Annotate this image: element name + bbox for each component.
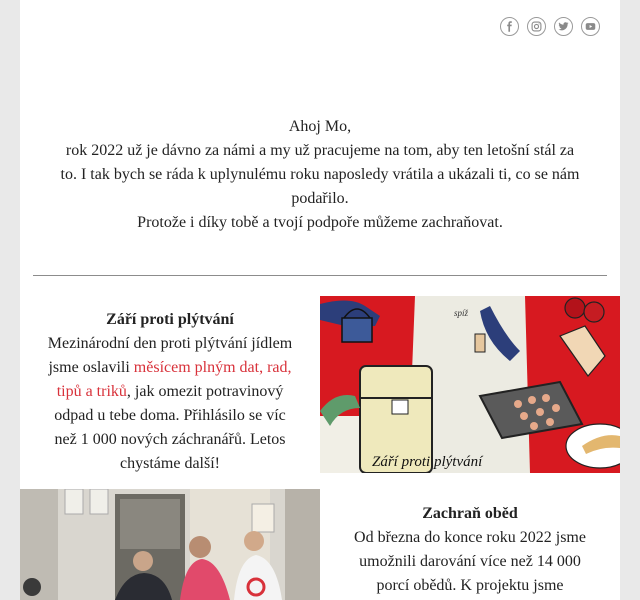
section-text: Od března do konce roku 2022 jsme umožnili darování více než 14 000 porcí obědů. K projektu jsme	[354, 529, 586, 594]
youtube-icon[interactable]	[581, 17, 600, 36]
illustration-caption: Září proti plýtvání	[372, 454, 483, 470]
section-zachran-obed	[342, 502, 598, 598]
campaign-illustration[interactable]	[320, 296, 620, 473]
fridge-label: spíž	[454, 308, 469, 318]
text-part: Mezinárodní den proti plýtvání jídlem jsme oslavili	[47, 335, 293, 376]
twitter-icon[interactable]	[554, 17, 573, 36]
section-text	[42, 332, 298, 476]
lunch-photo[interactable]	[20, 489, 320, 600]
text-part: , jak omezit potravinový odpad u tebe doma. Přihlásilo se víc než 1 000 nových záchranářů. Letos chystáme další!	[54, 383, 286, 472]
section-title: Zachraň oběd	[422, 505, 518, 522]
intro-text	[60, 115, 580, 235]
facebook-icon[interactable]	[500, 17, 519, 36]
intro-paragraph: rok 2022 už je dávno za námi a my už pracujeme na tom, aby ten letošní stál za to. I tak bych se ráda k uplynulému roku naposledy vrátila a ukázali ti, co se nám podařilo.	[60, 142, 580, 207]
section-zari-proti-plytvani	[42, 308, 298, 476]
section-link[interactable]: měsícem plným dat, rad, tipů a triků	[56, 359, 292, 400]
divider	[33, 275, 607, 276]
intro-closing: Protože i díky tobě a tvojí podpoře můžeme zachraňovat.	[137, 214, 503, 231]
social-links	[500, 17, 600, 36]
instagram-icon[interactable]	[527, 17, 546, 36]
section-title: Září proti plýtvání	[106, 311, 234, 328]
greeting: Ahoj Mo,	[288, 118, 352, 135]
email-body	[20, 0, 620, 600]
